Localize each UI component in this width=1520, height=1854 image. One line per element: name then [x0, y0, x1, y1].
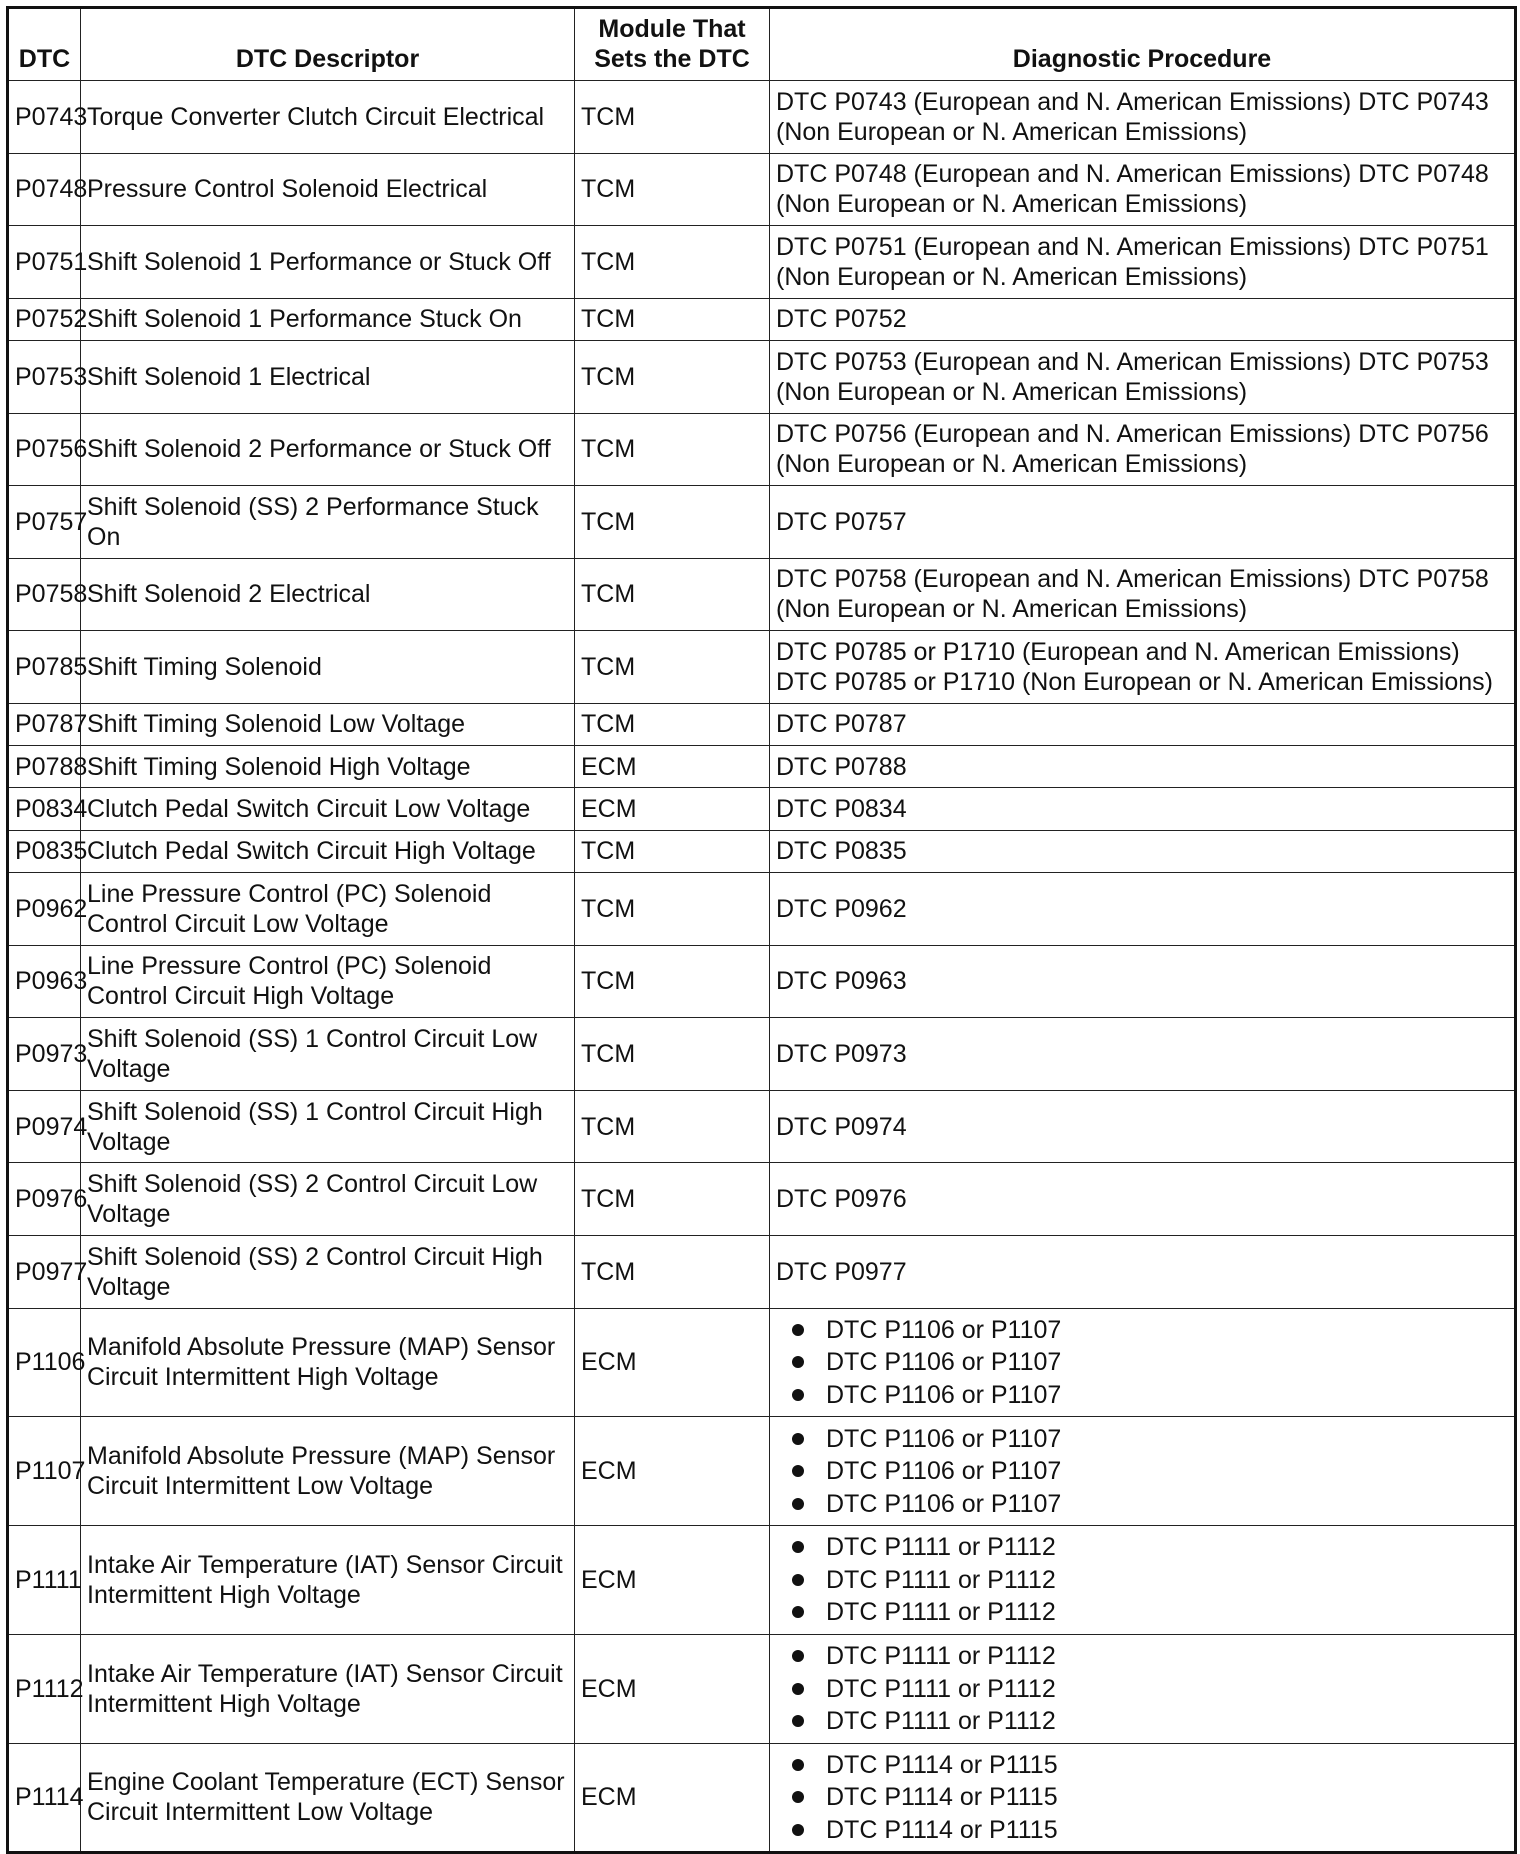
module-cell: TCM	[575, 1090, 770, 1163]
procedure-cell: DTC P0752	[770, 298, 1516, 340]
module-cell: TCM	[575, 81, 770, 154]
procedure-list-item: DTC P1114 or P1115	[790, 1781, 1508, 1814]
table-row	[8, 1018, 1516, 1091]
header-module: Module That Sets the DTC	[575, 8, 770, 81]
descriptor-cell: Engine Coolant Temperature (ECT) Sensor Circuit Intermittent Low Voltage	[81, 1743, 575, 1852]
module-cell: ECM	[575, 746, 770, 788]
table-row	[8, 873, 1516, 946]
descriptor-cell: Pressure Control Solenoid Electrical	[81, 153, 575, 226]
procedure-list-item: DTC P1114 or P1115	[790, 1814, 1508, 1847]
procedure-list-item: DTC P1111 or P1112	[790, 1531, 1508, 1564]
module-cell: ECM	[575, 1743, 770, 1852]
dtc-code-cell: P1111	[8, 1526, 81, 1635]
module-cell: TCM	[575, 631, 770, 704]
descriptor-cell: Shift Solenoid (SS) 1 Control Circuit High Voltage	[81, 1090, 575, 1163]
header-procedure: Diagnostic Procedure	[770, 8, 1516, 81]
header-dtc: DTC	[8, 8, 81, 81]
dtc-code-cell: P0835	[8, 830, 81, 872]
procedure-cell: DTC P0834	[770, 788, 1516, 830]
module-cell: ECM	[575, 788, 770, 830]
dtc-code-cell: P0974	[8, 1090, 81, 1163]
descriptor-cell: Shift Solenoid (SS) 2 Performance Stuck On	[81, 486, 575, 559]
module-cell: TCM	[575, 830, 770, 872]
table-row	[8, 631, 1516, 704]
procedure-cell: DTC P0976	[770, 1163, 1516, 1236]
descriptor-cell: Shift Solenoid (SS) 1 Control Circuit Low Voltage	[81, 1018, 575, 1091]
procedure-cell: DTC P0835	[770, 830, 1516, 872]
procedure-list	[776, 1749, 1508, 1847]
header-row	[8, 8, 1516, 81]
module-cell: TCM	[575, 873, 770, 946]
table-row	[8, 81, 1516, 154]
dtc-code-cell: P0788	[8, 746, 81, 788]
dtc-code-cell: P0834	[8, 788, 81, 830]
procedure-cell: DTC P0751 (European and N. American Emissions) DTC P0751 (Non European or N. American Emissions)	[770, 226, 1516, 299]
dtc-code-cell: P1106	[8, 1308, 81, 1417]
procedure-list	[776, 1314, 1508, 1412]
module-cell: ECM	[575, 1417, 770, 1526]
procedure-list-item: DTC P1106 or P1107	[790, 1314, 1508, 1347]
module-cell: TCM	[575, 153, 770, 226]
dtc-code-cell: P0743	[8, 81, 81, 154]
procedure-cell: DTC P0758 (European and N. American Emissions) DTC P0758 (Non European or N. American Emissions)	[770, 558, 1516, 631]
procedure-cell: DTC P0787	[770, 703, 1516, 745]
dtc-code-cell: P1107	[8, 1417, 81, 1526]
dtc-code-cell: P0748	[8, 153, 81, 226]
descriptor-cell: Shift Solenoid 1 Performance Stuck On	[81, 298, 575, 340]
descriptor-cell: Shift Timing Solenoid Low Voltage	[81, 703, 575, 745]
procedure-cell: DTC P0962	[770, 873, 1516, 946]
procedure-list-item: DTC P1111 or P1112	[790, 1564, 1508, 1597]
module-cell: TCM	[575, 486, 770, 559]
procedure-cell: DTC P0977	[770, 1235, 1516, 1308]
table-row	[8, 1235, 1516, 1308]
module-cell: TCM	[575, 703, 770, 745]
table-row	[8, 788, 1516, 830]
table-row	[8, 1743, 1516, 1852]
descriptor-cell: Shift Solenoid (SS) 2 Control Circuit High Voltage	[81, 1235, 575, 1308]
module-cell: ECM	[575, 1308, 770, 1417]
procedure-list-item: DTC P1106 or P1107	[790, 1455, 1508, 1488]
descriptor-cell: Shift Timing Solenoid High Voltage	[81, 746, 575, 788]
descriptor-cell: Line Pressure Control (PC) Solenoid Control Circuit High Voltage	[81, 945, 575, 1018]
module-cell: TCM	[575, 298, 770, 340]
table-row	[8, 486, 1516, 559]
procedure-list-item: DTC P1111 or P1112	[790, 1705, 1508, 1738]
dtc-code-cell: P0962	[8, 873, 81, 946]
procedure-list-item: DTC P1111 or P1112	[790, 1596, 1508, 1629]
descriptor-cell: Clutch Pedal Switch Circuit High Voltage	[81, 830, 575, 872]
table-row	[8, 945, 1516, 1018]
table-row	[8, 1090, 1516, 1163]
procedure-list-item: DTC P1106 or P1107	[790, 1379, 1508, 1412]
table-row	[8, 413, 1516, 486]
dtc-code-cell: P0758	[8, 558, 81, 631]
module-cell: TCM	[575, 558, 770, 631]
dtc-code-cell: P1114	[8, 1743, 81, 1852]
procedure-cell: DTC P0753 (European and N. American Emissions) DTC P0753 (Non European or N. American Emissions)	[770, 341, 1516, 414]
procedure-cell: DTC P0757	[770, 486, 1516, 559]
procedure-cell	[770, 1635, 1516, 1744]
table-row	[8, 830, 1516, 872]
descriptor-cell: Manifold Absolute Pressure (MAP) Sensor Circuit Intermittent High Voltage	[81, 1308, 575, 1417]
module-cell: TCM	[575, 1235, 770, 1308]
dtc-code-cell: P0787	[8, 703, 81, 745]
procedure-list-item: DTC P1106 or P1107	[790, 1423, 1508, 1456]
table-row	[8, 1526, 1516, 1635]
procedure-cell	[770, 1743, 1516, 1852]
dtc-code-cell: P0752	[8, 298, 81, 340]
descriptor-cell: Shift Timing Solenoid	[81, 631, 575, 704]
procedure-cell: DTC P0973	[770, 1018, 1516, 1091]
table-body	[8, 81, 1516, 1853]
module-cell: ECM	[575, 1526, 770, 1635]
descriptor-cell: Intake Air Temperature (IAT) Sensor Circuit Intermittent High Voltage	[81, 1526, 575, 1635]
procedure-cell: DTC P0756 (European and N. American Emissions) DTC P0756 (Non European or N. American Emissions)	[770, 413, 1516, 486]
table-row	[8, 153, 1516, 226]
table-row	[8, 746, 1516, 788]
procedure-cell: DTC P0788	[770, 746, 1516, 788]
table-row	[8, 1308, 1516, 1417]
procedure-cell: DTC P0974	[770, 1090, 1516, 1163]
procedure-cell: DTC P0748 (European and N. American Emissions) DTC P0748 (Non European or N. American Emissions)	[770, 153, 1516, 226]
dtc-code-cell: P0751	[8, 226, 81, 299]
procedure-cell	[770, 1526, 1516, 1635]
dtc-code-cell: P0977	[8, 1235, 81, 1308]
descriptor-cell: Line Pressure Control (PC) Solenoid Control Circuit Low Voltage	[81, 873, 575, 946]
descriptor-cell: Shift Solenoid 2 Performance or Stuck Off	[81, 413, 575, 486]
module-cell: TCM	[575, 226, 770, 299]
module-cell: TCM	[575, 341, 770, 414]
module-cell: ECM	[575, 1635, 770, 1744]
dtc-code-cell: P0753	[8, 341, 81, 414]
descriptor-cell: Torque Converter Clutch Circuit Electrical	[81, 81, 575, 154]
procedure-cell	[770, 1417, 1516, 1526]
dtc-table	[6, 6, 1517, 1854]
descriptor-cell: Intake Air Temperature (IAT) Sensor Circuit Intermittent High Voltage	[81, 1635, 575, 1744]
module-cell: TCM	[575, 945, 770, 1018]
module-cell: TCM	[575, 413, 770, 486]
procedure-list	[776, 1640, 1508, 1738]
table-row	[8, 558, 1516, 631]
procedure-list-item: DTC P1111 or P1112	[790, 1640, 1508, 1673]
dtc-code-cell: P0973	[8, 1018, 81, 1091]
table-row	[8, 341, 1516, 414]
procedure-list-item: DTC P1106 or P1107	[790, 1346, 1508, 1379]
table-row	[8, 1163, 1516, 1236]
procedure-list-item: DTC P1111 or P1112	[790, 1673, 1508, 1706]
dtc-code-cell: P0756	[8, 413, 81, 486]
table-row	[8, 703, 1516, 745]
procedure-cell: DTC P0785 or P1710 (European and N. American Emissions) DTC P0785 or P1710 (Non European or N. American Emissions)	[770, 631, 1516, 704]
header-descriptor: DTC Descriptor	[81, 8, 575, 81]
descriptor-cell: Manifold Absolute Pressure (MAP) Sensor Circuit Intermittent Low Voltage	[81, 1417, 575, 1526]
module-cell: TCM	[575, 1163, 770, 1236]
table-row	[8, 1635, 1516, 1744]
descriptor-cell: Shift Solenoid 1 Electrical	[81, 341, 575, 414]
module-cell: TCM	[575, 1018, 770, 1091]
dtc-code-cell: P0976	[8, 1163, 81, 1236]
dtc-code-cell: P1112	[8, 1635, 81, 1744]
descriptor-cell: Shift Solenoid 2 Electrical	[81, 558, 575, 631]
table-row	[8, 226, 1516, 299]
table-row	[8, 298, 1516, 340]
descriptor-cell: Shift Solenoid (SS) 2 Control Circuit Low Voltage	[81, 1163, 575, 1236]
dtc-code-cell: P0785	[8, 631, 81, 704]
procedure-list	[776, 1531, 1508, 1629]
descriptor-cell: Clutch Pedal Switch Circuit Low Voltage	[81, 788, 575, 830]
table-row	[8, 1417, 1516, 1526]
procedure-list	[776, 1423, 1508, 1521]
procedure-cell: DTC P0963	[770, 945, 1516, 1018]
dtc-code-cell: P0757	[8, 486, 81, 559]
procedure-list-item: DTC P1106 or P1107	[790, 1488, 1508, 1521]
procedure-list-item: DTC P1114 or P1115	[790, 1749, 1508, 1782]
procedure-cell	[770, 1308, 1516, 1417]
dtc-code-cell: P0963	[8, 945, 81, 1018]
procedure-cell: DTC P0743 (European and N. American Emissions) DTC P0743 (Non European or N. American Emissions)	[770, 81, 1516, 154]
descriptor-cell: Shift Solenoid 1 Performance or Stuck Off	[81, 226, 575, 299]
